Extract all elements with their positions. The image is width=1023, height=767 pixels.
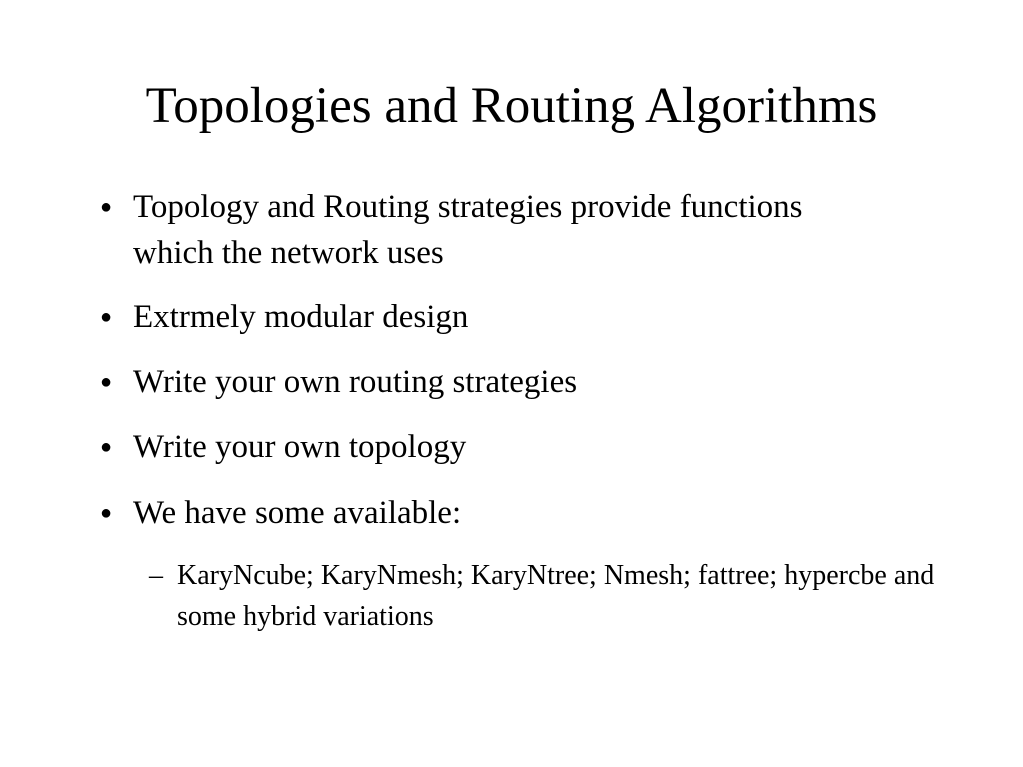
bullet-text: Write your own routing strategies <box>133 364 578 400</box>
sub-bullet-marker: – <box>149 560 163 591</box>
bullet-item-modular-design <box>100 294 853 340</box>
bullet-item-own-topology <box>100 424 853 470</box>
bullet-text: Write your own topology <box>133 429 467 465</box>
bullet-marker: ● <box>100 502 113 524</box>
bullet-item-routing-strategies <box>100 359 853 405</box>
bullet-item-available <box>100 490 853 536</box>
bullet-marker: ● <box>100 196 113 218</box>
bullet-marker: ● <box>100 371 113 393</box>
slide-title: Topologies and Routing Algorithms <box>145 78 878 134</box>
bullet-text: We have some available: <box>133 495 462 531</box>
bullet-marker: ● <box>100 306 113 328</box>
sub-bullet-text: KaryNcube; KaryNmesh; KaryNtree; Nmesh; fattree; hypercbe and some hybrid variations <box>177 560 935 632</box>
bullet-text: Topology and Routing strategies provide functions which the network uses <box>133 189 803 271</box>
bullet-marker: ● <box>100 436 113 458</box>
bullet-text: Extrmely modular design <box>133 299 469 335</box>
sub-bullet-topology-list <box>149 555 967 637</box>
bullet-item-topology-routing <box>100 184 853 276</box>
